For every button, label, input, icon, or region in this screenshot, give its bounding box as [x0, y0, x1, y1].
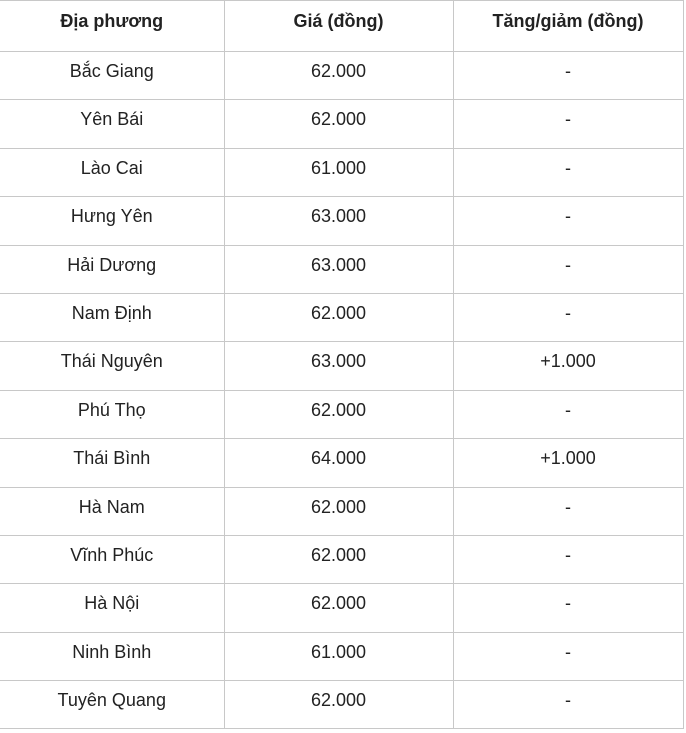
- region-cell: Hải Dương: [0, 245, 224, 293]
- region-cell: Phú Thọ: [0, 390, 224, 438]
- table-row: [0, 584, 683, 632]
- table-row: [0, 197, 683, 245]
- header-change: Tăng/giảm (đồng): [453, 1, 683, 52]
- region-cell: Tuyên Quang: [0, 681, 224, 729]
- price-cell: 62.000: [224, 390, 453, 438]
- table-row: [0, 535, 683, 583]
- price-cell: 62.000: [224, 293, 453, 341]
- change-cell: -: [453, 535, 683, 583]
- change-cell: -: [453, 390, 683, 438]
- change-cell: -: [453, 100, 683, 148]
- region-cell: Hưng Yên: [0, 197, 224, 245]
- price-cell: 62.000: [224, 52, 453, 100]
- region-cell: Thái Nguyên: [0, 342, 224, 390]
- change-cell: -: [453, 197, 683, 245]
- region-cell: Thái Bình: [0, 439, 224, 487]
- region-cell: Hà Nội: [0, 584, 224, 632]
- region-cell: Hà Nam: [0, 487, 224, 535]
- price-cell: 61.000: [224, 632, 453, 680]
- table-row: [0, 342, 683, 390]
- change-cell: -: [453, 632, 683, 680]
- table-header-row: [0, 1, 683, 52]
- price-cell: 63.000: [224, 245, 453, 293]
- table-row: [0, 148, 683, 196]
- change-cell: -: [453, 487, 683, 535]
- change-cell: -: [453, 52, 683, 100]
- price-cell: 61.000: [224, 148, 453, 196]
- change-cell: -: [453, 584, 683, 632]
- price-cell: 62.000: [224, 535, 453, 583]
- table-row: [0, 52, 683, 100]
- price-cell: 63.000: [224, 197, 453, 245]
- table-row: [0, 390, 683, 438]
- price-cell: 62.000: [224, 487, 453, 535]
- change-cell: +1.000: [453, 439, 683, 487]
- region-cell: Ninh Bình: [0, 632, 224, 680]
- header-price: Giá (đồng): [224, 1, 453, 52]
- table-row: [0, 439, 683, 487]
- header-region: Địa phương: [0, 1, 224, 52]
- price-cell: 64.000: [224, 439, 453, 487]
- region-cell: Lào Cai: [0, 148, 224, 196]
- change-cell: -: [453, 293, 683, 341]
- table-row: [0, 100, 683, 148]
- region-cell: Yên Bái: [0, 100, 224, 148]
- region-cell: Vĩnh Phúc: [0, 535, 224, 583]
- change-cell: -: [453, 681, 683, 729]
- table-row: [0, 245, 683, 293]
- table-row: [0, 487, 683, 535]
- region-cell: Nam Định: [0, 293, 224, 341]
- price-cell: 62.000: [224, 584, 453, 632]
- table-row: [0, 632, 683, 680]
- change-cell: -: [453, 245, 683, 293]
- price-cell: 62.000: [224, 681, 453, 729]
- region-cell: Bắc Giang: [0, 52, 224, 100]
- change-cell: +1.000: [453, 342, 683, 390]
- table-row: [0, 681, 683, 729]
- price-cell: 63.000: [224, 342, 453, 390]
- table-row: [0, 293, 683, 341]
- change-cell: -: [453, 148, 683, 196]
- price-cell: 62.000: [224, 100, 453, 148]
